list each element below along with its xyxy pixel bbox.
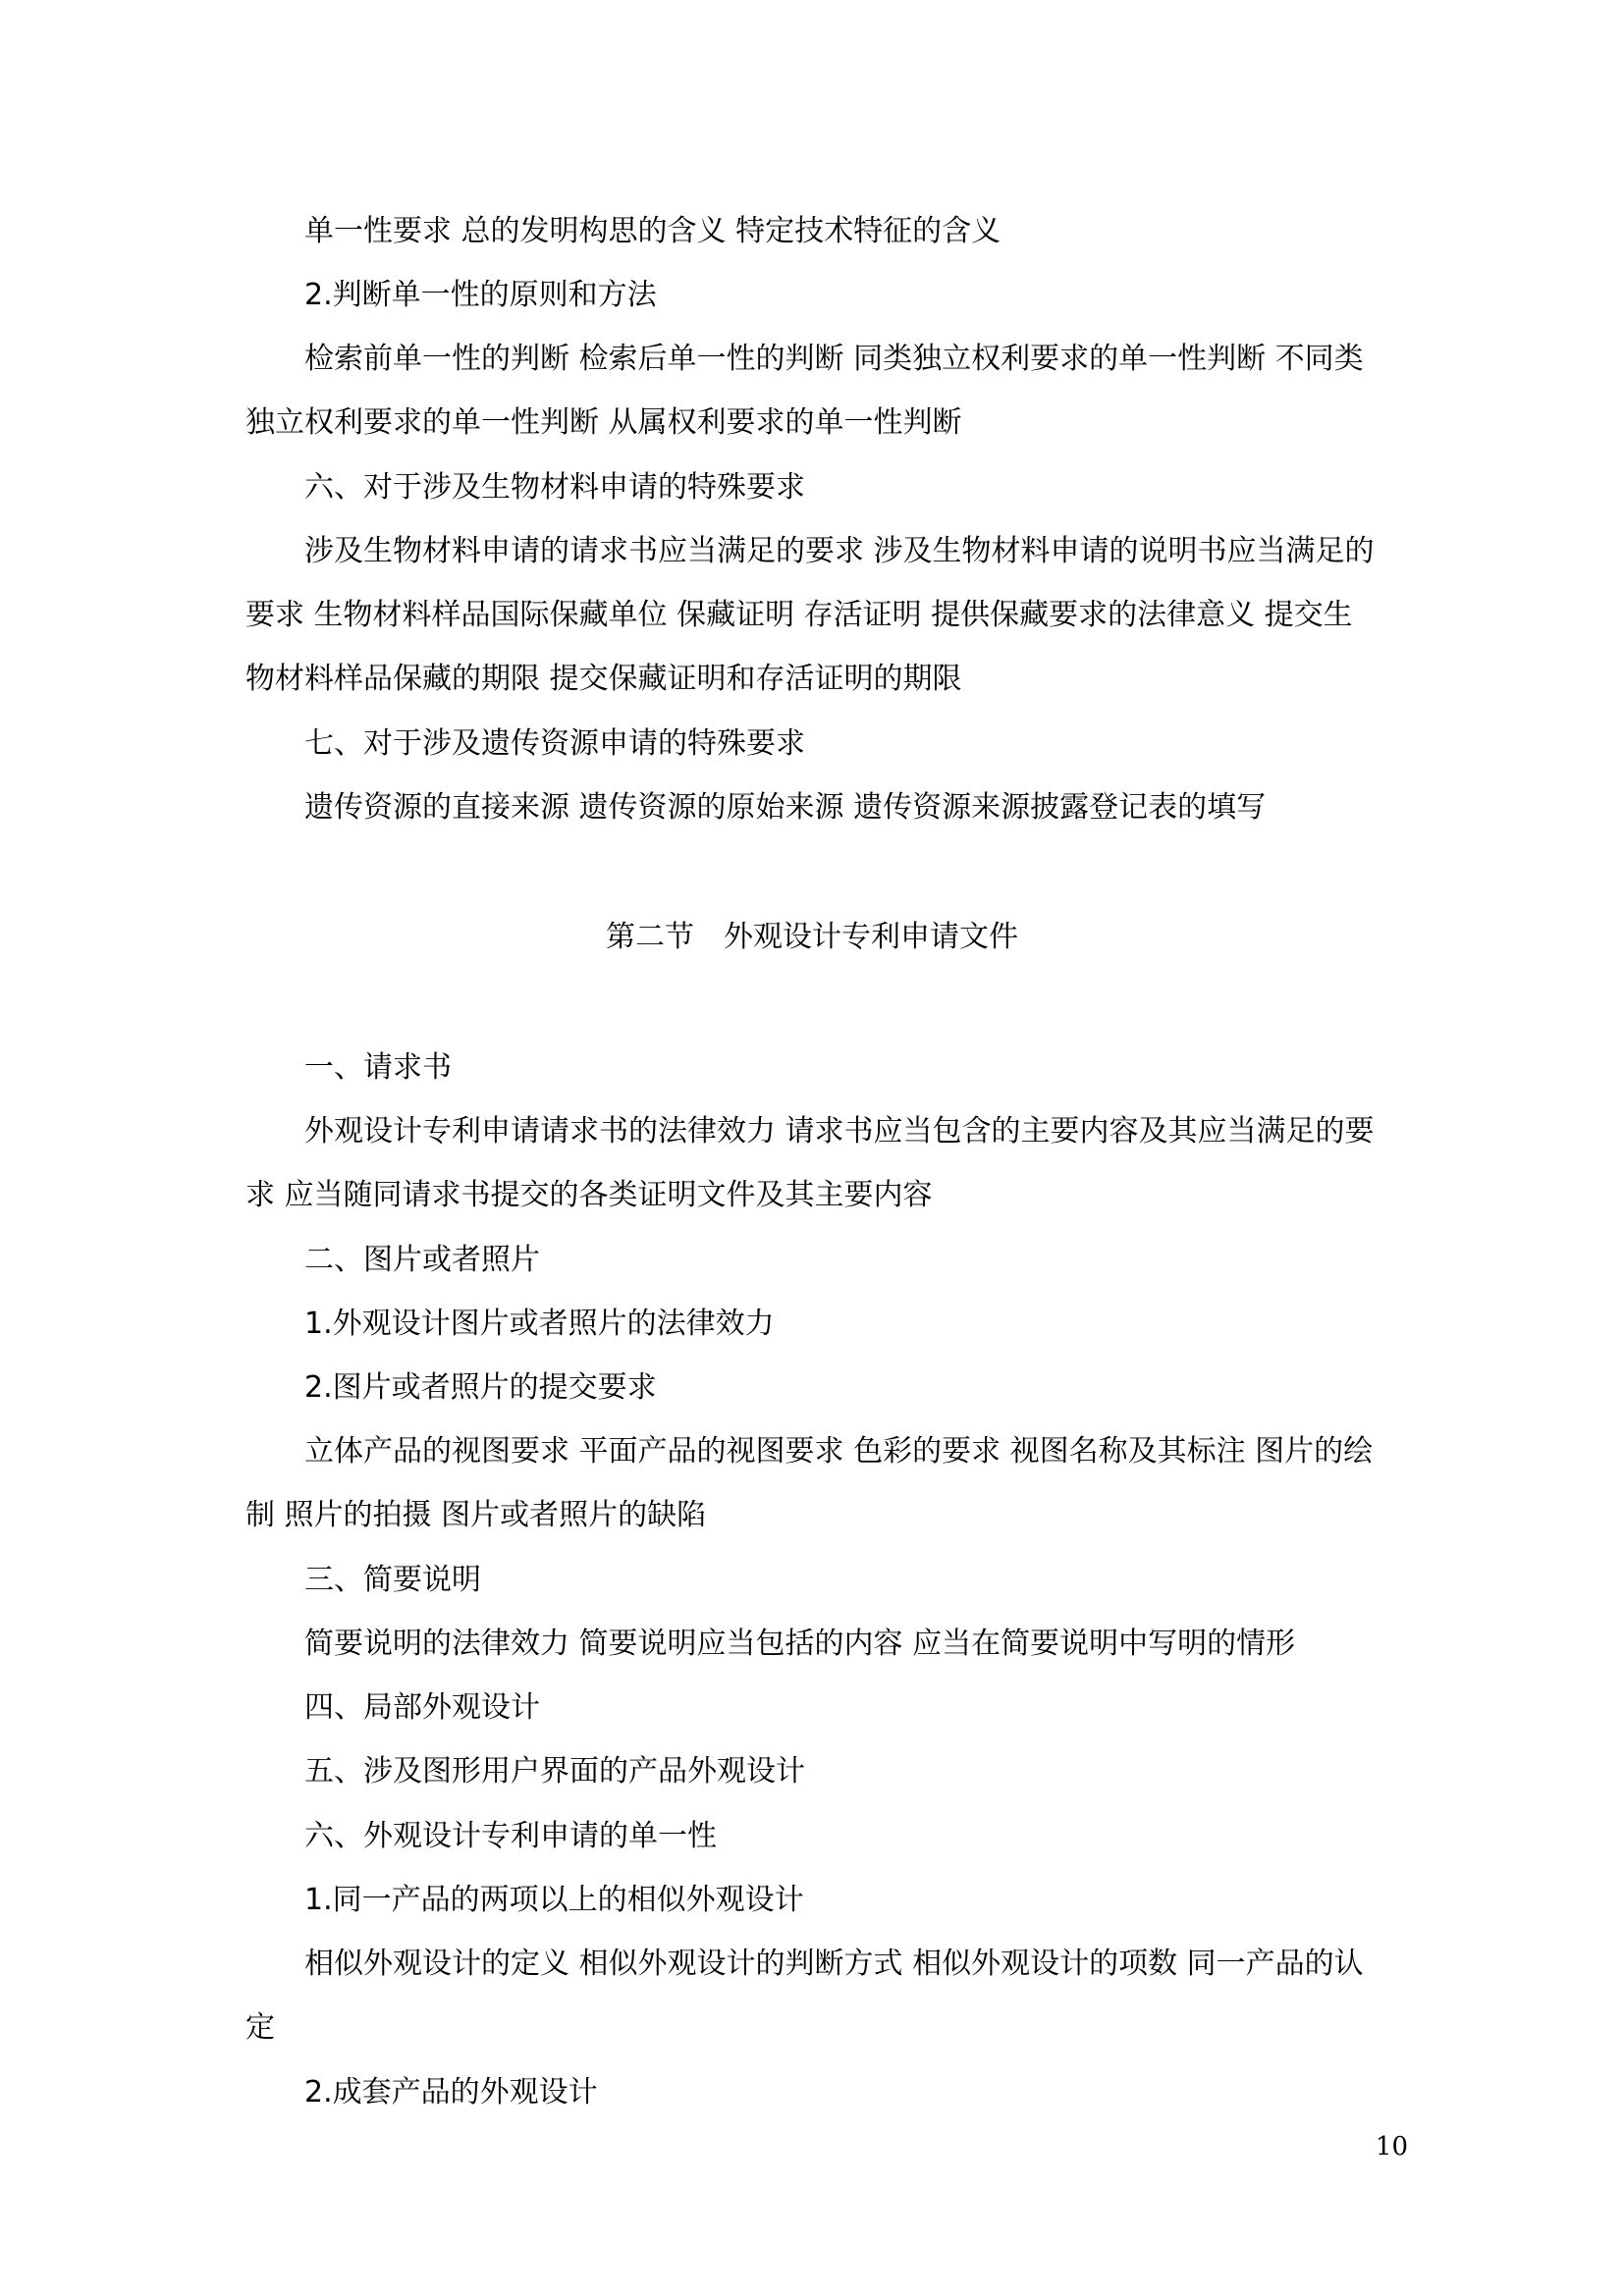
section-title: 第二节 外观设计专利申请文件 (606, 920, 1018, 954)
brief-description-heading: 三、简要说明 (304, 1563, 481, 1597)
genetic-resource-text: 遗传资源的直接来源 遗传资源的原始来源 遗传资源来源披露登记表的填写 (304, 790, 1267, 825)
bio-material-text-line-1: 涉及生物材料申请的请求书应当满足的要求 涉及生物材料申请的说明书应当满足的 (304, 534, 1375, 568)
request-text-line-2: 求 应当随同请求书提交的各类证明文件及其主要内容 (245, 1178, 933, 1212)
request-heading: 一、请求书 (304, 1050, 452, 1085)
request-text-line-1: 外观设计专利申请请求书的法律效力 请求书应当包含的主要内容及其应当满足的要 (304, 1114, 1375, 1148)
design-unity-subheading-1: 1.同一产品的两项以上的相似外观设计 (304, 1883, 804, 1917)
pictures-text-line-1: 立体产品的视图要求 平面产品的视图要求 色彩的要求 视图名称及其标注 图片的绘 (304, 1434, 1374, 1468)
bio-material-text-line-2: 要求 生物材料样品国际保藏单位 保藏证明 存活证明 提供保藏要求的法律意义 提交生 (245, 598, 1353, 632)
bio-material-heading: 六、对于涉及生物材料申请的特殊要求 (304, 470, 805, 505)
unity-judgment-text-line-2: 独立权利要求的单一性判断 从属权利要求的单一性判断 (245, 405, 962, 440)
partial-design-heading: 四、局部外观设计 (304, 1690, 540, 1725)
design-unity-subheading-2: 2.成套产品的外观设计 (304, 2075, 598, 2109)
gui-design-heading: 五、涉及图形用户界面的产品外观设计 (304, 1754, 805, 1789)
unity-requirement-line: 单一性要求 总的发明构思的含义 特定技术特征的含义 (304, 214, 1001, 248)
unity-judgment-text-line-1: 检索前单一性的判断 检索后单一性的判断 同类独立权利要求的单一性判断 不同类 (304, 342, 1364, 376)
genetic-resource-heading: 七、对于涉及遗传资源申请的特殊要求 (304, 726, 805, 761)
brief-description-text: 简要说明的法律效力 简要说明应当包括的内容 应当在简要说明中写明的情形 (304, 1627, 1296, 1661)
unity-judgment-heading: 2.判断单一性的原则和方法 (304, 278, 657, 312)
pictures-subheading-1: 1.外观设计图片或者照片的法律效力 (304, 1307, 775, 1341)
pictures-text-line-2: 制 照片的拍摄 图片或者照片的缺陷 (245, 1498, 707, 1532)
similar-design-text-line-2: 定 (245, 2010, 275, 2045)
similar-design-text-line-1: 相似外观设计的定义 相似外观设计的判断方式 相似外观设计的项数 同一产品的认 (304, 1947, 1364, 1981)
pictures-heading: 二、图片或者照片 (304, 1243, 540, 1277)
pictures-subheading-2: 2.图片或者照片的提交要求 (304, 1370, 657, 1405)
page-number: 10 (1375, 2132, 1408, 2162)
design-unity-heading: 六、外观设计专利申请的单一性 (304, 1819, 717, 1853)
bio-material-text-line-3: 物材料样品保藏的期限 提交保藏证明和存活证明的期限 (245, 662, 962, 696)
